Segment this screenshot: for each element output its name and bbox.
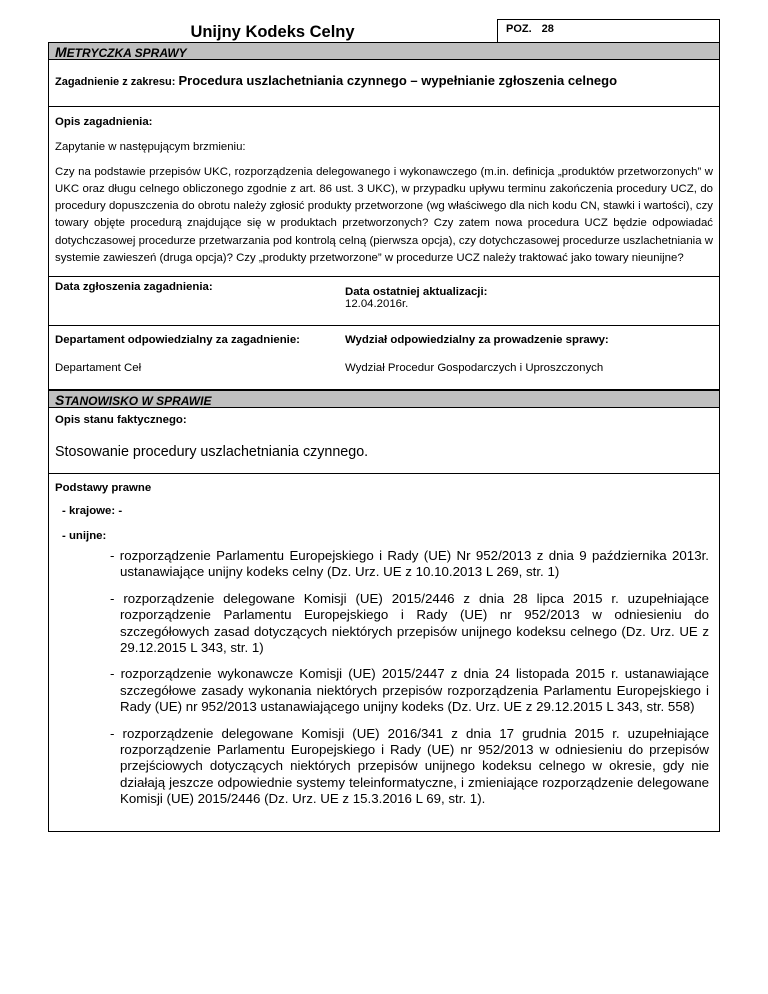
- description-label: Opis zagadnienia:: [55, 116, 153, 128]
- facts-value: Stosowanie procedury uszlachetniania czynnego.: [55, 444, 369, 460]
- submission-date-cell: [49, 277, 339, 325]
- department-cell: [49, 326, 339, 389]
- position-box: [497, 19, 720, 42]
- document: [48, 19, 720, 832]
- update-date-cell: [339, 277, 719, 325]
- regulation-item: - rozporządzenie delegowane Komisji (UE) 2016/341 z dnia 17 grudnia 2015 r. uzupełniające rozporządzenie Parlamentu Europejskiego i Rady (UE) nr 952/2013 w odniesieniu do przepisów przejściowych dotyczących niektórych przepisów unijnego kodeksu celnego w okresie, gdy nie działają jeszcze odpowiednie systemy teleinformatyczne, i zmieniające rozporządzenie delegowane Komisji (UE) 2015/2446 (Dz. Urz. UE z 15.3.2016 L 69, str. 1).: [110, 725, 709, 807]
- regulation-item: - rozporządzenie delegowane Komisji (UE) 2015/2446 z dnia 28 lipca 2015 r. uzupełniające rozporządzenie Parlamentu Europejskiego i Rady (UE) nr 952/2013 w odniesieniu do szczegółowych zasad dotyczących niektórych przepisów unijnego kodeksu celnego (Dz. Urz. UE z 29.12.2015 L 343, str. 1): [110, 590, 709, 656]
- description-intro: Zapytanie w następującym brzmieniu:: [55, 141, 246, 154]
- section-stanowisko-title: TANOWISKO W SPRAWIE: [64, 394, 212, 408]
- department-label: Departament odpowiedzialny za zagadnienie:: [55, 334, 300, 346]
- legal-basis-label: Podstawy prawne: [55, 482, 152, 494]
- facts-row: [48, 408, 720, 474]
- topic-label: Zagadnienie z zakresu:: [55, 76, 176, 88]
- regulation-item: - rozporządzenie wykonawcze Komisji (UE) 2015/2447 z dnia 24 listopada 2015 r. ustanawiające szczegółowe zasady wykonania niektórych przepisów rozporządzenia Parlamentu Europejskiego i Rady (UE) nr 952/2013 ustanawiającego unijny kodeks (Dz. Urz. UE z 29.12.2015 L 343, str. 558): [110, 666, 709, 715]
- document-header: [48, 19, 720, 42]
- section-metryczka-title: ETRYCZKA SPRAWY: [66, 46, 187, 60]
- update-date-label: Data ostatniej aktualizacji:: [345, 286, 488, 298]
- national-law-label: - krajowe: -: [62, 505, 123, 517]
- position-number: 28: [541, 23, 554, 35]
- eu-law-label: - unijne:: [62, 530, 107, 542]
- document-title: Unijny Kodeks Celny: [190, 23, 355, 41]
- regulation-item: - rozporządzenie Parlamentu Europejskiego i Rady (UE) Nr 952/2013 z dnia 9 października 2013r. ustanawiające unijny kodeks celny (Dz. Urz. UE z 10.10.2013 L 269, str. 1): [110, 548, 709, 580]
- section-metryczka-initial: M: [55, 44, 67, 60]
- division-value: Wydział Procedur Gospodarczych i Uproszczonych: [345, 362, 604, 374]
- division-label: Wydział odpowiedzialny za prowadzenie sprawy:: [345, 334, 609, 346]
- topic-row: [48, 60, 720, 107]
- division-cell: [339, 326, 719, 389]
- submission-date-label: Data zgłoszenia zagadnienia:: [55, 281, 213, 293]
- section-stanowisko-initial: S: [55, 392, 65, 408]
- description-row: [48, 107, 720, 277]
- update-date-value: 12.04.2016r.: [345, 298, 409, 310]
- responsibility-row: [48, 326, 720, 390]
- description-text: Czy na podstawie przepisów UKC, rozporządzenia delegowanego i wykonawczego (m.in. definicja „produktów przetworzonych” w UKC oraz długu celnego obliczonego zgodnie z art. 86 ust. 3 UKC), w przypadku upływu terminu zakończenia procedury UCZ, do procedury dopuszczenia do obrotu należy zgłosić produkty przetworzone (wg właściwego dla nich kodu CN, stawki i wartości), czy towary objęte procedurą znajdujące się w produktach przetworzonych? Czy zatem nowa procedura UCZ będzie odpowiadać dotychczasowej procedurze przetwarzania pod kontrolą celną (pierwsza opcja), czy dotychczasowej procedurze uszlachetniania w systemie zawieszeń (druga opcja)? Czy „produkty przetworzone” w procedurze UCZ należy traktować jako towary nieunijne?: [55, 165, 713, 265]
- section-metryczka-header: [48, 42, 720, 60]
- position-label: POZ.: [506, 23, 532, 35]
- topic-value: Procedura uszlachetniania czynnego – wypełnianie zgłoszenia celnego: [178, 73, 618, 88]
- legal-basis-row: [48, 474, 720, 832]
- facts-label: Opis stanu faktycznego:: [55, 414, 187, 426]
- section-stanowisko-header: [48, 390, 720, 408]
- dates-row: [48, 277, 720, 326]
- department-value: Departament Ceł: [55, 362, 142, 374]
